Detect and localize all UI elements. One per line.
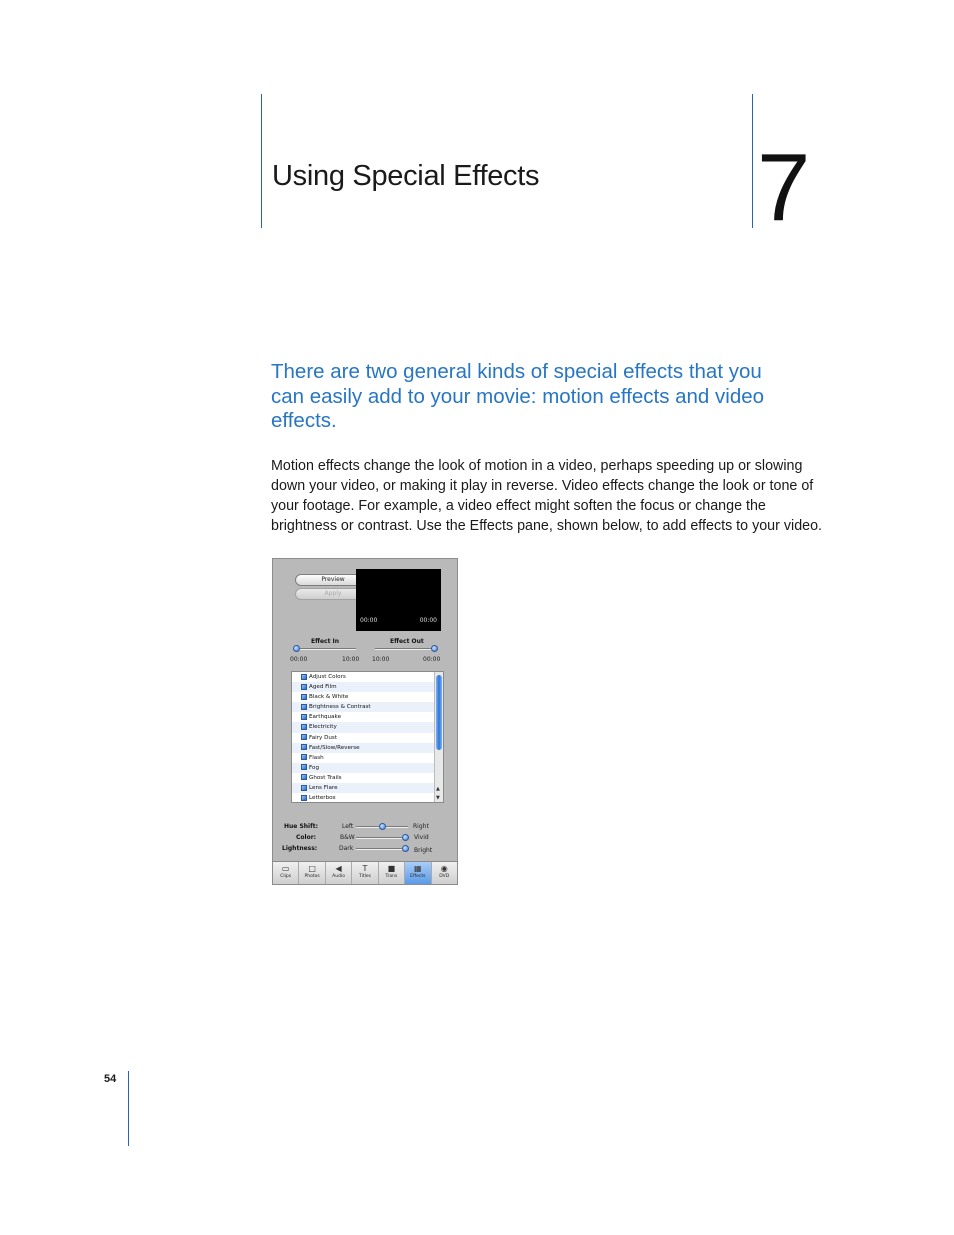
effect-list-item[interactable] xyxy=(292,753,443,763)
body-paragraph: Motion effects change the look of motion in a video, perhaps speeding up or slowing down your video, or making it play in reverse. Video effects change the look or tone of your footage. For example, a video effect might soften the focus or change the brightness or contrast. Use the Effects pane, shown below, to add effects to your video. xyxy=(271,458,823,534)
effect-list-item[interactable] xyxy=(292,722,443,732)
preview-button[interactable]: Preview xyxy=(295,574,371,586)
effect-icon xyxy=(301,774,307,780)
color-track[interactable] xyxy=(356,837,408,839)
scroll-thumb[interactable] xyxy=(436,675,442,750)
effect-list-item-label: Flash xyxy=(309,754,324,761)
photos-icon: □ xyxy=(308,864,316,873)
effect-list-item[interactable] xyxy=(292,773,443,783)
lightness-knob[interactable] xyxy=(402,845,409,852)
scroll-down-arrow-icon[interactable]: ▼ xyxy=(436,795,440,801)
effect-list-item-label: Fog xyxy=(309,764,319,771)
effect-list-item[interactable] xyxy=(292,743,443,753)
effect-in-track[interactable] xyxy=(294,648,356,650)
effect-list-item-label: Earthquake xyxy=(309,714,342,721)
effect-list-item-label: Lens Flare xyxy=(309,785,338,792)
chapter-number: 7 xyxy=(757,134,811,241)
preview-monitor xyxy=(356,569,441,631)
toolbar-photos-button[interactable]: □ Photos xyxy=(299,862,325,884)
hue-left-label: Left xyxy=(342,823,354,830)
toolbar-trans-button[interactable]: ■ Trans xyxy=(379,862,405,884)
effect-in-knob[interactable] xyxy=(293,645,300,652)
apply-button[interactable]: Apply xyxy=(295,588,371,600)
scroll-up-arrow-icon[interactable]: ▲ xyxy=(436,786,440,792)
effect-list-item[interactable] xyxy=(292,682,443,692)
preview-time-end: 00:00 xyxy=(419,617,437,624)
effect-icon xyxy=(301,734,307,740)
effect-icon xyxy=(301,754,307,760)
lightness-left-label: Dark xyxy=(339,845,354,852)
effects-pane xyxy=(272,558,458,885)
speaker-icon: ◀ xyxy=(335,864,342,873)
effect-list-item[interactable] xyxy=(292,702,443,712)
hue-right-label: Right xyxy=(413,823,429,830)
list-scrollbar[interactable] xyxy=(434,672,443,802)
dvd-icon: ◉ xyxy=(440,864,448,873)
titles-icon: T xyxy=(362,864,368,873)
effect-icon xyxy=(301,684,307,690)
effects-list[interactable] xyxy=(291,671,444,803)
effect-out-track[interactable] xyxy=(375,648,437,650)
color-label: Color: xyxy=(296,834,317,841)
effect-list-item[interactable] xyxy=(292,783,443,793)
effect-list-item-label: Adjust Colors xyxy=(309,674,346,680)
chapter-left-rule xyxy=(261,94,262,228)
toolbar-dvd-button[interactable]: ◉ DVD xyxy=(432,862,457,884)
preview-time-start: 00:00 xyxy=(360,617,378,624)
effect-icon xyxy=(301,674,307,680)
lightness-label: Lightness: xyxy=(282,845,318,852)
effect-list-item[interactable] xyxy=(292,793,443,803)
effect-icon xyxy=(301,694,307,700)
effects-icon: ▦ xyxy=(414,864,422,873)
effect-icon xyxy=(301,704,307,710)
effect-icon xyxy=(301,744,307,750)
effect-out-min: 10:00 xyxy=(372,656,390,663)
effect-in-label: Effect In xyxy=(311,638,340,645)
effect-in-min: 00:00 xyxy=(290,656,308,663)
effect-out-knob[interactable] xyxy=(431,645,438,652)
lightness-track[interactable] xyxy=(356,848,408,850)
effect-list-item[interactable] xyxy=(292,672,443,682)
effect-list-item-label: Ghost Trails xyxy=(309,774,342,781)
clips-icon: ▭ xyxy=(281,864,290,873)
color-left-label: B&W xyxy=(340,834,355,841)
page-number: 54 xyxy=(104,1073,117,1085)
effect-list-item[interactable] xyxy=(292,692,443,702)
effect-icon xyxy=(301,714,307,720)
effect-list-item[interactable] xyxy=(292,763,443,773)
effect-list-item-label: Fast/Slow/Reverse xyxy=(309,744,360,751)
effect-list-item-label: Brightness & Contrast xyxy=(309,704,371,711)
effect-list-item-label: Letterbox xyxy=(309,795,336,802)
intro-paragraph: There are two general kinds of special effects that you can easily add to your movie: motion effects and video effects. xyxy=(271,360,765,432)
lightness-right-label: Bright xyxy=(414,847,433,854)
effect-in-max: 10:00 xyxy=(342,656,360,663)
color-knob[interactable] xyxy=(402,834,409,841)
effect-list-item[interactable] xyxy=(292,733,443,743)
effect-out-max: 00:00 xyxy=(423,656,441,663)
hue-shift-knob[interactable] xyxy=(379,823,386,830)
pane-toolbar xyxy=(273,861,457,884)
effect-icon xyxy=(301,764,307,770)
color-right-label: Vivid xyxy=(414,834,429,841)
effect-list-item-label: Fairy Dust xyxy=(309,734,338,741)
toolbar-titles-button[interactable]: T Titles xyxy=(352,862,378,884)
chapter-right-rule xyxy=(752,94,753,228)
toolbar-effects-button[interactable]: ▦ Effects xyxy=(405,862,431,884)
effect-list-item-label: Aged Film xyxy=(309,684,337,691)
effect-out-label: Effect Out xyxy=(390,638,424,645)
toolbar-clips-button[interactable]: ▭ Clips xyxy=(273,862,299,884)
effect-list-item-label: Black & White xyxy=(309,694,349,701)
effect-icon xyxy=(301,724,307,730)
hue-shift-label: Hue Shift: xyxy=(284,823,318,830)
effect-icon xyxy=(301,785,307,791)
page-number-rule xyxy=(128,1071,129,1146)
toolbar-audio-button[interactable]: ◀ Audio xyxy=(326,862,352,884)
effect-icon xyxy=(301,795,307,801)
effect-list-item[interactable] xyxy=(292,712,443,722)
transitions-icon: ■ xyxy=(387,864,396,873)
chapter-title: Using Special Effects xyxy=(272,160,540,192)
effect-list-item-label: Electricity xyxy=(309,724,337,731)
